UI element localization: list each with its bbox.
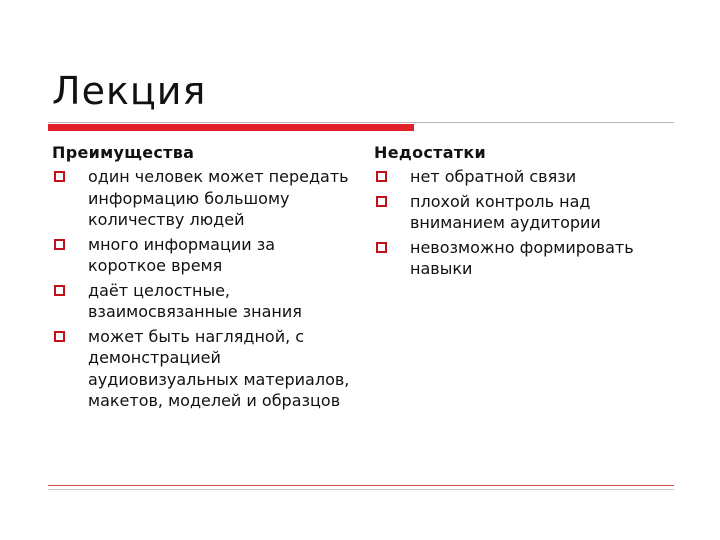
disadvantages-heading: Недостатки	[374, 143, 487, 162]
hollow-square-bullet-icon	[54, 171, 65, 182]
list-item-text: может быть наглядной, с демонстрацией аудиовизуальных материалов, макетов, моделей и образцов	[88, 326, 350, 410]
list-item-text: нет обратной связи	[410, 167, 577, 186]
hollow-square-bullet-icon	[54, 331, 65, 342]
advantages-heading: Преимущества	[52, 143, 195, 162]
list-item	[374, 166, 674, 188]
title-divider-accent	[48, 124, 414, 131]
list-item	[52, 280, 352, 323]
list-item-text: плохой контроль над вниманием аудитории	[410, 191, 601, 232]
disadvantages-column	[374, 142, 674, 283]
list-item	[52, 326, 352, 412]
list-item	[52, 234, 352, 277]
hollow-square-bullet-icon	[376, 171, 387, 182]
title-divider-thin	[48, 122, 674, 123]
list-item	[374, 237, 674, 280]
advantages-column	[52, 142, 352, 415]
list-item-text: много информации за короткое время	[88, 234, 276, 275]
footer-divider-red	[48, 485, 674, 486]
list-item	[52, 166, 352, 231]
slide-title: Лекция	[52, 69, 207, 113]
list-item-text: невозможно формировать навыки	[410, 237, 634, 278]
disadvantages-list	[374, 166, 674, 280]
hollow-square-bullet-icon	[54, 285, 65, 296]
footer-divider-grey	[48, 489, 674, 490]
advantages-list	[52, 166, 352, 412]
hollow-square-bullet-icon	[376, 196, 387, 207]
list-item-text: один человек может передать информацию большому количеству людей	[88, 167, 349, 229]
list-item	[374, 191, 674, 234]
list-item-text: даёт целостные, взаимосвязанные знания	[88, 280, 302, 321]
hollow-square-bullet-icon	[54, 239, 65, 250]
hollow-square-bullet-icon	[376, 242, 387, 253]
